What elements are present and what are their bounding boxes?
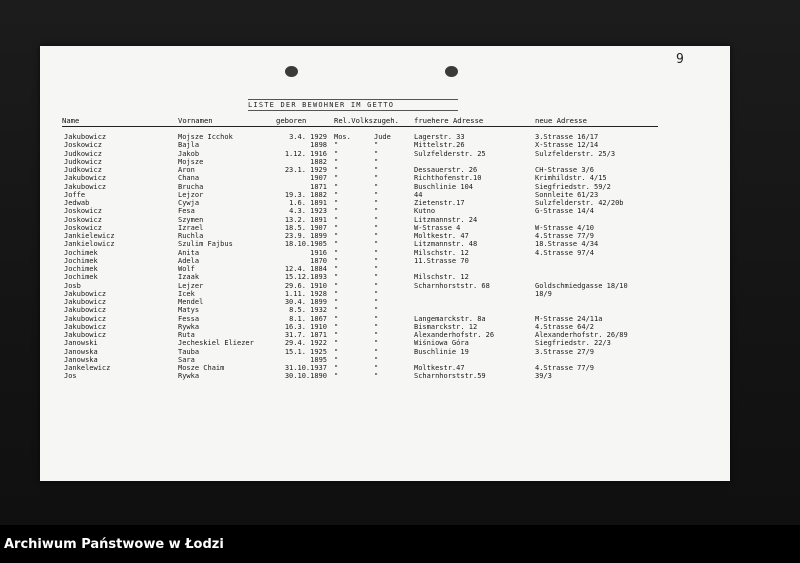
former-address: Scharnhorststr.59 — [414, 372, 486, 381]
former-address: Wiśniowa Góra — [414, 339, 469, 348]
nationality: " — [374, 215, 379, 224]
header-name: Name — [62, 116, 80, 125]
first-name: Lejzor — [178, 190, 204, 199]
former-address: Lagerstr. 33 — [414, 133, 465, 141]
former-address: Moltkestr.47 — [414, 364, 465, 372]
new-address: 4.Strasse 97/4 — [535, 248, 595, 257]
birth-date: 1898 — [310, 141, 327, 150]
religion: Mos. — [334, 133, 351, 141]
surname: Jakubowicz — [64, 306, 107, 315]
nationality: " — [374, 364, 379, 372]
surname: Jakubowicz — [64, 133, 107, 141]
birth-date: 4.3. 1923 — [289, 207, 327, 216]
new-address: Sulzfelderstr. 25/3 — [535, 149, 616, 158]
nationality: " — [374, 207, 379, 216]
surname: Jakubowicz — [64, 182, 107, 191]
religion: " — [334, 141, 339, 150]
nationality: " — [374, 174, 379, 183]
new-address: M-Strasse 24/11a — [535, 314, 603, 323]
new-address: 18/9 — [535, 289, 552, 298]
religion: " — [334, 215, 339, 224]
new-address: 39/3 — [535, 372, 552, 381]
former-address: Litzmannstr. 24 — [414, 215, 478, 224]
header-rule — [62, 126, 658, 127]
nationality: " — [374, 339, 379, 348]
document-page — [40, 46, 730, 481]
first-name: Ruta — [178, 331, 195, 339]
birth-date: 3.4. 1929 — [289, 133, 327, 141]
header-vorname: Vornamen — [178, 116, 213, 125]
birth-date: 1907 — [310, 174, 327, 183]
surname: Judkowicz — [64, 149, 102, 158]
religion: " — [334, 199, 339, 207]
first-name: Matys — [178, 306, 200, 315]
birth-date: 19.3. 1882 — [284, 190, 327, 199]
nationality: " — [374, 256, 379, 265]
first-name: Chana — [178, 174, 200, 183]
header-fruehere-adresse: fruehere Adresse — [414, 116, 484, 125]
birth-date: 1870 — [310, 256, 327, 265]
religion: " — [334, 207, 339, 216]
religion: " — [334, 273, 339, 282]
former-address: Kutno — [414, 207, 436, 216]
new-address: G-Strasse 14/4 — [535, 207, 595, 216]
birth-date: 23.1. 1929 — [284, 166, 327, 174]
former-address: Buschlinie 104 — [414, 182, 474, 191]
former-address: Richthofenstr.10 — [414, 174, 482, 183]
nationality: " — [374, 223, 379, 232]
surname: Jedwab — [64, 199, 90, 207]
religion: " — [334, 372, 339, 381]
birth-date: 1895 — [310, 355, 327, 364]
first-name: Bajla — [178, 141, 200, 150]
religion: " — [334, 314, 339, 323]
first-name: Tauba — [178, 347, 200, 356]
birth-date: 1.11. 1928 — [284, 289, 327, 298]
first-name: Fessa — [178, 314, 200, 323]
new-address: Krimhildstr. 4/15 — [535, 174, 607, 183]
new-address: 4.Strasse 64/2 — [535, 322, 595, 331]
new-address: W-Strasse 4/10 — [535, 223, 595, 232]
religion: " — [334, 157, 339, 166]
birth-date: 1916 — [310, 248, 327, 257]
new-address: 4.Strasse 77/9 — [535, 232, 595, 240]
birth-date: 16.3. 1910 — [284, 322, 327, 331]
new-address: 4.Strasse 77/9 — [535, 364, 595, 372]
first-name: Fesa — [178, 207, 195, 216]
former-address: Milschstr. 12 — [414, 273, 469, 282]
surname: Janowski — [64, 339, 98, 348]
new-address: CH-Strasse 3/6 — [535, 166, 595, 174]
surname: Jakubowicz — [64, 289, 107, 298]
birth-date: 29.4. 1922 — [284, 339, 327, 348]
nationality: " — [374, 273, 379, 282]
birth-date: 8.5. 1932 — [289, 306, 327, 315]
birth-date: 30.10.1890 — [284, 372, 327, 381]
new-address: Siegfriedstr. 59/2 — [535, 182, 611, 191]
nationality: " — [374, 265, 379, 273]
first-name: Sara — [178, 355, 195, 364]
religion: " — [334, 298, 339, 306]
birth-date: 23.9. 1899 — [284, 232, 327, 240]
religion: " — [334, 289, 339, 298]
first-name: Lejzer — [178, 281, 204, 290]
first-name: Brucha — [178, 182, 204, 191]
surname: Joskowicz — [64, 207, 102, 216]
religion: " — [334, 364, 339, 372]
religion: " — [334, 174, 339, 183]
surname: Josb — [64, 281, 81, 290]
surname: Jochimek — [64, 256, 98, 265]
former-address: Alexanderhofstr. 26 — [414, 331, 495, 339]
religion: " — [334, 355, 339, 364]
surname: Janowska — [64, 347, 98, 356]
surname: Judkowicz — [64, 157, 102, 166]
first-name: Anita — [178, 248, 200, 257]
nationality: " — [374, 182, 379, 191]
new-address: Alexanderhofstr. 26/89 — [535, 331, 628, 339]
new-address: Goldschmiedgasse 18/10 — [535, 281, 628, 290]
birth-date: 8.1. 1867 — [289, 314, 327, 323]
birth-date: 15.1. 1925 — [284, 347, 327, 356]
nationality: " — [374, 141, 379, 150]
religion: " — [334, 166, 339, 174]
first-name: Ruchla — [178, 232, 204, 240]
birth-date: 31.7. 1871 — [284, 331, 327, 339]
religion: " — [334, 232, 339, 240]
religion: " — [334, 190, 339, 199]
surname: Jakubowicz — [64, 331, 107, 339]
surname: Joffe — [64, 190, 86, 199]
religion: " — [334, 331, 339, 339]
religion: " — [334, 240, 339, 249]
nationality: " — [374, 281, 379, 290]
first-name: Aron — [178, 166, 195, 174]
nationality: " — [374, 149, 379, 158]
nationality: " — [374, 232, 379, 240]
header-geboren: geboren — [276, 116, 307, 125]
first-name: Mojsze — [178, 157, 204, 166]
birth-date: 15.12.1893 — [284, 273, 327, 282]
nationality: " — [374, 240, 379, 249]
former-address: Scharnhorststr. 68 — [414, 281, 490, 290]
first-name: Mosze Chaim — [178, 364, 225, 372]
first-name: Szulim Fajbus — [178, 240, 233, 249]
birth-date: 29.6. 1910 — [284, 281, 327, 290]
former-address: Langemarckstr. 8a — [414, 314, 486, 323]
first-name: Wolf — [178, 265, 195, 273]
birth-date: 1871 — [310, 182, 327, 191]
surname: Jochimek — [64, 265, 98, 273]
archive-footer — [0, 525, 800, 563]
header-neue-adresse: neue Adresse — [535, 116, 587, 125]
new-address: X-Strasse 12/14 — [535, 141, 599, 150]
archive-name: Archiwum Państwowe w Łodzi — [4, 537, 224, 552]
former-address: Sulzfelderstr. 25 — [414, 149, 486, 158]
former-address: Mittelstr.26 — [414, 141, 465, 150]
birth-date: 30.4. 1899 — [284, 298, 327, 306]
surname: Jos — [64, 372, 77, 381]
former-address: Bismarckstr. 12 — [414, 322, 478, 331]
page-number: 9 — [676, 52, 684, 67]
surname: Jochimek — [64, 273, 98, 282]
religion: " — [334, 182, 339, 191]
surname: Joskowicz — [64, 141, 102, 150]
first-name: Cywja — [178, 199, 200, 207]
surname: Joskowicz — [64, 223, 102, 232]
nationality: " — [374, 166, 379, 174]
first-name: Jakob — [178, 149, 200, 158]
punch-hole-left — [285, 66, 298, 77]
surname: Judkowicz — [64, 166, 102, 174]
birth-date: 12.4. 1884 — [284, 265, 327, 273]
new-address: Sonnleite 61/23 — [535, 190, 599, 199]
former-address: Moltkestr. 47 — [414, 232, 469, 240]
former-address: W-Strasse 4 — [414, 223, 461, 232]
new-address: 18.Strasse 4/34 — [535, 240, 599, 249]
birth-date: 18.5. 1907 — [284, 223, 327, 232]
new-address: Sulzfelderstr. 42/20b — [535, 199, 624, 207]
first-name: Szymen — [178, 215, 204, 224]
religion: " — [334, 256, 339, 265]
surname: Jankelewicz — [64, 364, 111, 372]
nationality: " — [374, 306, 379, 315]
nationality: " — [374, 372, 379, 381]
surname: Jakubowicz — [64, 298, 107, 306]
nationality: " — [374, 347, 379, 356]
religion: " — [334, 265, 339, 273]
nationality: " — [374, 190, 379, 199]
religion: " — [334, 149, 339, 158]
punch-hole-right — [445, 66, 458, 77]
new-address: 3.Strasse 16/17 — [535, 133, 599, 141]
surname: Janowska — [64, 355, 98, 364]
religion: " — [334, 223, 339, 232]
nationality: " — [374, 289, 379, 298]
new-address: 3.Strasse 27/9 — [535, 347, 595, 356]
former-address: Litzmannstr. 48 — [414, 240, 478, 249]
header-rel-volkszug: Rel.Volkszugeh. — [334, 116, 399, 125]
former-address: 11.Strasse 70 — [414, 256, 469, 265]
first-name: Izrael — [178, 223, 204, 232]
religion: " — [334, 347, 339, 356]
new-address: Siegfriedstr. 22/3 — [535, 339, 611, 348]
birth-date: 1882 — [310, 157, 327, 166]
religion: " — [334, 248, 339, 257]
nationality: " — [374, 331, 379, 339]
former-address: 44 — [414, 190, 423, 199]
birth-date: 1.12. 1916 — [284, 149, 327, 158]
surname: Joskowicz — [64, 215, 102, 224]
surname: Jakubowicz — [64, 174, 107, 183]
former-address: Dessauerstr. 26 — [414, 166, 478, 174]
nationality: " — [374, 298, 379, 306]
nationality: " — [374, 322, 379, 331]
first-name: Mendel — [178, 298, 204, 306]
religion: " — [334, 281, 339, 290]
surname: Jankielowicz — [64, 240, 115, 249]
surname: Jakubowicz — [64, 322, 107, 331]
nationality: " — [374, 199, 379, 207]
surname: Jankielewicz — [64, 232, 115, 240]
first-name: Adela — [178, 256, 200, 265]
nationality: Jude — [374, 133, 391, 141]
first-name: Icek — [178, 289, 195, 298]
religion: " — [334, 322, 339, 331]
first-name: Jecheskiel Eliezer — [178, 339, 254, 348]
document-title: LISTE DER BEWOHNER IM GETTO — [248, 99, 458, 111]
birth-date: 13.2. 1891 — [284, 215, 327, 224]
former-address: Zietenstr.17 — [414, 199, 465, 207]
first-name: Izaak — [178, 273, 200, 282]
first-name: Rywka — [178, 322, 200, 331]
former-address: Buschlinie 19 — [414, 347, 469, 356]
birth-date: 1.6. 1891 — [289, 199, 327, 207]
nationality: " — [374, 355, 379, 364]
religion: " — [334, 339, 339, 348]
nationality: " — [374, 157, 379, 166]
birth-date: 31.10.1937 — [284, 364, 327, 372]
first-name: Mojsze Icchok — [178, 133, 233, 141]
first-name: Rywka — [178, 372, 200, 381]
former-address: Milschstr. 12 — [414, 248, 469, 257]
nationality: " — [374, 314, 379, 323]
surname: Jochimek — [64, 248, 98, 257]
nationality: " — [374, 248, 379, 257]
birth-date: 18.10.1905 — [284, 240, 327, 249]
religion: " — [334, 306, 339, 315]
surname: Jakubowicz — [64, 314, 107, 323]
